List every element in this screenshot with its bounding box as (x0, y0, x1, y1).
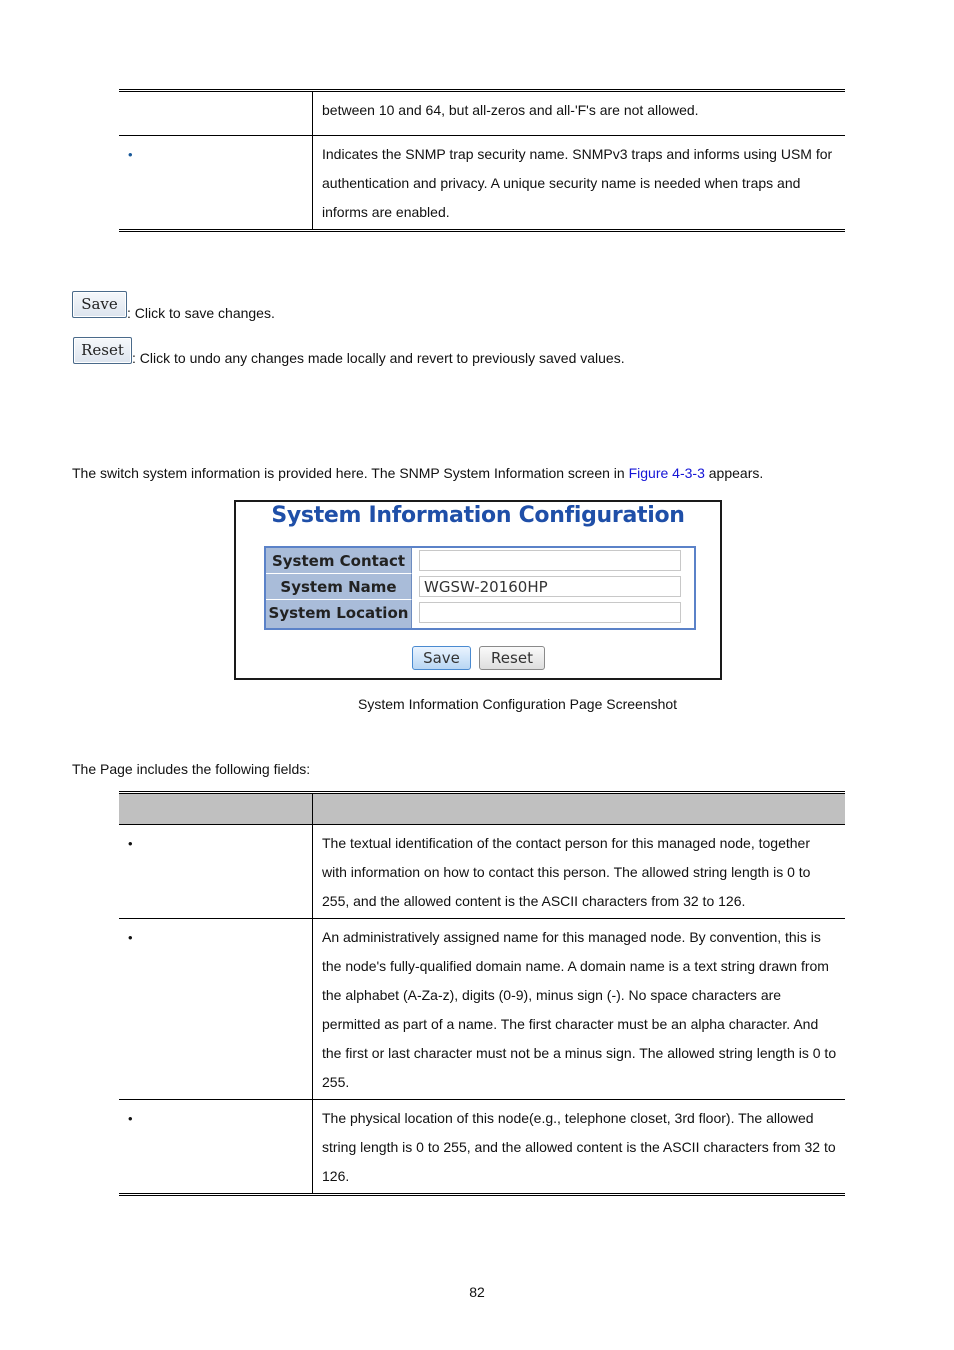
top-row-1-description: between 10 and 64, but all-zeros and all-'F's are not allowed. (313, 91, 846, 136)
top-row-2-description: Indicates the SNMP trap security name. SNMPv3 traps and informs using USM for authentication and privacy. A unique security name is needed when traps and informs are enabled. (313, 136, 846, 231)
field-row-contact-description: The textual identification of the contact person for this managed node, together with information on how to contact this person. The allowed string length is 0 to 255, and the allowed content is the ASCII characters from 32 to 126. (313, 825, 846, 919)
fields-intro: The Page includes the following fields: (72, 761, 311, 777)
config-row-name (266, 574, 694, 600)
page-number: 82 (469, 1284, 485, 1300)
reset-description: : Click to undo any changes made locally and revert to previously saved values. (132, 350, 625, 366)
screenshot-reset-button[interactable]: Reset (479, 646, 545, 670)
top-row-1-object (119, 91, 313, 136)
header-description (313, 793, 846, 825)
top-row-2-object: • (119, 136, 313, 231)
screenshot-save-button[interactable]: Save (412, 646, 471, 670)
figure-link[interactable]: Figure 4-3-3 (628, 465, 705, 481)
system-location-input[interactable] (419, 602, 681, 623)
system-information-screenshot (234, 500, 722, 680)
save-button[interactable]: Save (72, 291, 127, 318)
field-row-location-object: • (119, 1100, 313, 1195)
intro-paragraph: The switch system information is provided here. The SNMP System Information screen in Figure 4-3-3 appears. (72, 465, 764, 481)
save-description: : Click to save changes. (127, 305, 275, 321)
screenshot-title: System Information Configuration (271, 503, 685, 528)
header-object (119, 793, 313, 825)
config-row-contact (266, 548, 694, 574)
system-name-label: System Name (266, 574, 412, 600)
field-row-name-description: An administratively assigned name for this managed node. By convention, this is the node's fully-qualified domain name. A domain name is a text string drawn from the alphabet (A-Za-z), digits (0-9), minus sign (-). No space characters are permitted as part of a name. The first character must be an alpha character. And the first or last character must not be a minus sign. The allowed string length is 0 to 255. (313, 919, 846, 1100)
system-contact-input[interactable] (419, 550, 681, 571)
system-name-input[interactable]: WGSW-20160HP (419, 576, 681, 597)
figure-caption: System Information Configuration Page Screenshot (358, 696, 678, 712)
config-table (264, 546, 696, 630)
field-row-name-object: • (119, 919, 313, 1100)
fields-table (119, 791, 845, 1196)
system-location-label: System Location (266, 600, 412, 628)
top-parameter-table (119, 89, 845, 232)
field-row-contact-object: • (119, 825, 313, 919)
system-contact-label: System Contact (266, 548, 412, 574)
field-row-location-description: The physical location of this node(e.g., telephone closet, 3rd floor). The allowed string length is 0 to 255, and the allowed content is the ASCII characters from 32 to 126. (313, 1100, 846, 1195)
reset-button[interactable]: Reset (73, 337, 132, 364)
config-row-location (266, 600, 694, 626)
